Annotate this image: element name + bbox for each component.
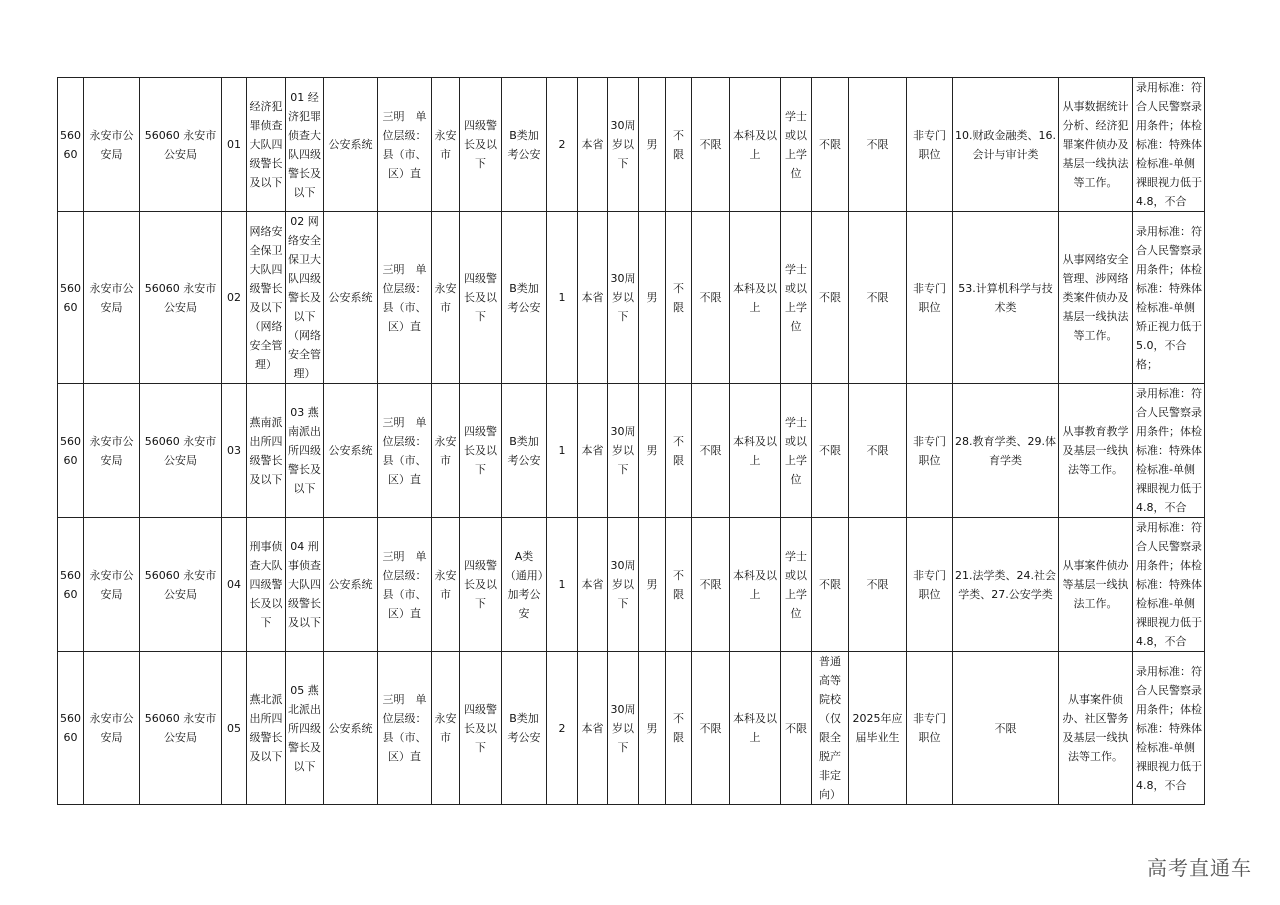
- position-desc-cell: 05 燕北派出所四级警长及以下: [286, 652, 324, 805]
- position-name-cell: 燕北派出所四级警长及以下: [247, 652, 286, 805]
- age-cell: 30周岁以下: [608, 518, 639, 652]
- politics-cell: 不限: [692, 518, 730, 652]
- position-name-cell: 刑事侦查大队四级警长及以下: [247, 518, 286, 652]
- gender-cell: 男: [639, 518, 666, 652]
- rank-cell: 四级警长及以下: [460, 384, 502, 518]
- education-cell: 本科及以上: [730, 78, 781, 212]
- degree-cell: 不限: [781, 652, 812, 805]
- gender-cell: 男: [639, 384, 666, 518]
- politics-cell: 不限: [692, 384, 730, 518]
- rank-cell: 四级警长及以下: [460, 78, 502, 212]
- code-cell: 56060: [58, 652, 84, 805]
- position-no-cell: 01: [222, 78, 247, 212]
- duties-cell: 从事网络安全管理、涉网络类案件侦办及基层一线执法等工作。: [1059, 212, 1133, 384]
- position-type-cell: 非专门职位: [907, 212, 953, 384]
- origin-cell: 本省: [578, 518, 608, 652]
- agency-cell: 永安市公安局: [84, 212, 140, 384]
- exam-type-cell: B类加考公安: [502, 652, 547, 805]
- ethnicity-cell: 不限: [666, 212, 692, 384]
- graduate-cell: 不限: [849, 78, 907, 212]
- location-cell: 永安市: [432, 652, 460, 805]
- system-cell: 公安系统: [324, 212, 378, 384]
- requirements-cell: 录用标准：符合人民警察录用条件；体检标准：特殊体检标准-单侧裸眼视力低于4.8，不合: [1133, 384, 1205, 518]
- graduate-cell: 不限: [849, 518, 907, 652]
- graduate-cell: 不限: [849, 384, 907, 518]
- table-row: [58, 652, 1205, 805]
- age-cell: 30周岁以下: [608, 78, 639, 212]
- agency-cell: 永安市公安局: [84, 652, 140, 805]
- duties-cell: 从事案件侦办、社区警务及基层一线执法等工作。: [1059, 652, 1133, 805]
- system-cell: 公安系统: [324, 518, 378, 652]
- origin-cell: 本省: [578, 652, 608, 805]
- quota-cell: 1: [547, 384, 578, 518]
- gender-cell: 男: [639, 212, 666, 384]
- quota-cell: 1: [547, 212, 578, 384]
- graduate-cell: 2025年应届毕业生: [849, 652, 907, 805]
- position-desc-cell: 02 网络安全保卫大队四级警长及以下（网络安全管理）: [286, 212, 324, 384]
- unit-cell: 56060 永安市公安局: [140, 212, 222, 384]
- rank-cell: 四级警长及以下: [460, 212, 502, 384]
- level-cell: 三明 单位层级：县（市、区）直: [378, 212, 432, 384]
- politics-cell: 不限: [692, 652, 730, 805]
- requirements-cell: 录用标准：符合人民警察录用条件；体检标准：特殊体检标准-单侧裸眼视力低于4.8，不合: [1133, 78, 1205, 212]
- location-cell: 永安市: [432, 212, 460, 384]
- gender-cell: 男: [639, 652, 666, 805]
- quota-cell: 2: [547, 78, 578, 212]
- position-desc-cell: 04 刑事侦查大队四级警长及以下: [286, 518, 324, 652]
- table-row: [58, 384, 1205, 518]
- position-type-cell: 非专门职位: [907, 78, 953, 212]
- requirements-cell: 录用标准：符合人民警察录用条件；体检标准：特殊体检标准-单侧裸眼视力低于4.8，不合: [1133, 518, 1205, 652]
- education-cell: 本科及以上: [730, 384, 781, 518]
- degree-cell: 学士或以上学位: [781, 212, 812, 384]
- requirements-cell: 录用标准：符合人民警察录用条件；体检标准：特殊体检标准-单侧裸眼视力低于4.8，不合: [1133, 652, 1205, 805]
- exam-type-cell: B类加考公安: [502, 384, 547, 518]
- location-cell: 永安市: [432, 518, 460, 652]
- ethnicity-cell: 不限: [666, 78, 692, 212]
- code-cell: 56060: [58, 78, 84, 212]
- origin-cell: 本省: [578, 384, 608, 518]
- unit-cell: 56060 永安市公安局: [140, 384, 222, 518]
- code-cell: 56060: [58, 384, 84, 518]
- level-cell: 三明 单位层级：县（市、区）直: [378, 652, 432, 805]
- watermark-text: 高考直通车: [1147, 856, 1252, 880]
- system-cell: 公安系统: [324, 78, 378, 212]
- duties-cell: 从事案件侦办等基层一线执法工作。: [1059, 518, 1133, 652]
- ethnicity-cell: 不限: [666, 518, 692, 652]
- position-desc-cell: 03 燕南派出所四级警长及以下: [286, 384, 324, 518]
- unit-cell: 56060 永安市公安局: [140, 518, 222, 652]
- exam-type-cell: B类加考公安: [502, 212, 547, 384]
- age-cell: 30周岁以下: [608, 384, 639, 518]
- level-cell: 三明 单位层级：县（市、区）直: [378, 518, 432, 652]
- school-cell: 不限: [812, 518, 849, 652]
- agency-cell: 永安市公安局: [84, 518, 140, 652]
- position-name-cell: 燕南派出所四级警长及以下: [247, 384, 286, 518]
- politics-cell: 不限: [692, 212, 730, 384]
- exam-type-cell: A类（通用）加考公安: [502, 518, 547, 652]
- unit-cell: 56060 永安市公安局: [140, 652, 222, 805]
- education-cell: 本科及以上: [730, 212, 781, 384]
- origin-cell: 本省: [578, 212, 608, 384]
- agency-cell: 永安市公安局: [84, 78, 140, 212]
- major-cell: 53.计算机科学与技术类: [953, 212, 1059, 384]
- exam-type-cell: B类加考公安: [502, 78, 547, 212]
- school-cell: 不限: [812, 78, 849, 212]
- gender-cell: 男: [639, 78, 666, 212]
- location-cell: 永安市: [432, 384, 460, 518]
- duties-cell: 从事教育教学及基层一线执法等工作。: [1059, 384, 1133, 518]
- position-no-cell: 05: [222, 652, 247, 805]
- politics-cell: 不限: [692, 78, 730, 212]
- degree-cell: 学士或以上学位: [781, 78, 812, 212]
- education-cell: 本科及以上: [730, 652, 781, 805]
- table-row: [58, 78, 1205, 212]
- major-cell: 10.财政金融类、16.会计与审计类: [953, 78, 1059, 212]
- degree-cell: 学士或以上学位: [781, 518, 812, 652]
- degree-cell: 学士或以上学位: [781, 384, 812, 518]
- duties-cell: 从事数据统计分析、经济犯罪案件侦办及基层一线执法等工作。: [1059, 78, 1133, 212]
- major-cell: 不限: [953, 652, 1059, 805]
- school-cell: 普通高等院校（仅限全脱产非定向）: [812, 652, 849, 805]
- graduate-cell: 不限: [849, 212, 907, 384]
- position-type-cell: 非专门职位: [907, 384, 953, 518]
- position-name-cell: 网络安全保卫大队四级警长及以下（网络安全管理）: [247, 212, 286, 384]
- school-cell: 不限: [812, 384, 849, 518]
- rank-cell: 四级警长及以下: [460, 518, 502, 652]
- school-cell: 不限: [812, 212, 849, 384]
- ethnicity-cell: 不限: [666, 384, 692, 518]
- position-no-cell: 03: [222, 384, 247, 518]
- unit-cell: 56060 永安市公安局: [140, 78, 222, 212]
- position-name-cell: 经济犯罪侦查大队四级警长及以下: [247, 78, 286, 212]
- quota-cell: 1: [547, 518, 578, 652]
- agency-cell: 永安市公安局: [84, 384, 140, 518]
- level-cell: 三明 单位层级：县（市、区）直: [378, 384, 432, 518]
- education-cell: 本科及以上: [730, 518, 781, 652]
- position-no-cell: 02: [222, 212, 247, 384]
- level-cell: 三明 单位层级：县（市、区）直: [378, 78, 432, 212]
- position-desc-cell: 01 经济犯罪侦查大队四级警长及以下: [286, 78, 324, 212]
- age-cell: 30周岁以下: [608, 212, 639, 384]
- system-cell: 公安系统: [324, 384, 378, 518]
- system-cell: 公安系统: [324, 652, 378, 805]
- quota-cell: 2: [547, 652, 578, 805]
- origin-cell: 本省: [578, 78, 608, 212]
- major-cell: 28.教育学类、29.体育学类: [953, 384, 1059, 518]
- rank-cell: 四级警长及以下: [460, 652, 502, 805]
- code-cell: 56060: [58, 518, 84, 652]
- code-cell: 56060: [58, 212, 84, 384]
- position-type-cell: 非专门职位: [907, 652, 953, 805]
- position-type-cell: 非专门职位: [907, 518, 953, 652]
- table-row: [58, 212, 1205, 384]
- job-position-table: [57, 77, 1205, 805]
- location-cell: 永安市: [432, 78, 460, 212]
- requirements-cell: 录用标准：符合人民警察录用条件；体检标准：特殊体检标准-单侧矫正视力低于5.0，不合格；: [1133, 212, 1205, 384]
- table-row: [58, 518, 1205, 652]
- major-cell: 21.法学类、24.社会学类、27.公安学类: [953, 518, 1059, 652]
- ethnicity-cell: 不限: [666, 652, 692, 805]
- age-cell: 30周岁以下: [608, 652, 639, 805]
- position-no-cell: 04: [222, 518, 247, 652]
